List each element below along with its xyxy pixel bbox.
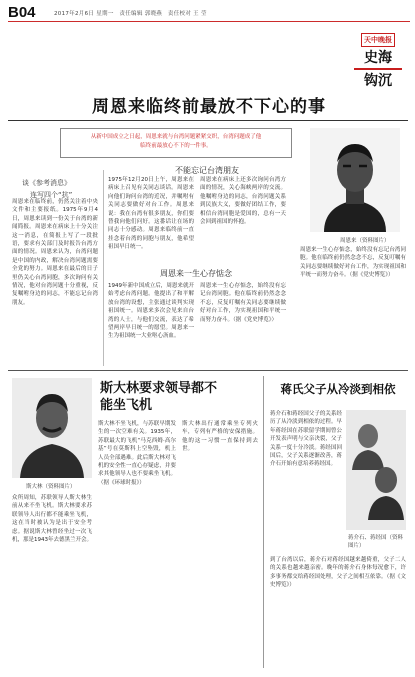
page-header [8, 6, 410, 22]
article-text-col3: 周恩来在病床上还多次询问台湾方面的情况，关心海峡两岸的交流。他嘱咐身边的同志，台湾问题关系到民族大义，要做好团结工作，要相信台湾同胞是爱国的，总有一天会回到祖国的怀抱。 [200, 177, 286, 226]
zhou-enlai-photo [310, 128, 400, 232]
chiang-text-col2: 到了台湾以后，蒋介石对蒋经国越来越倚重，父子二人的关系也越来越亲密。晚年的蒋介石身体每况愈下，许多事务都交给蒋经国处理，父子之间相互依靠。（据《文史博览》） [270, 557, 406, 589]
lead-line-2: 临终前最放心不下的一件事。 [140, 143, 212, 149]
article-text-col6: 周恩来一生心存惦念，始终没有忘记台湾同胞。他在临终前仍然念念不忘，反复叮嘱有关同志要继续做好对台工作，为实现祖国和平统一而努力奋斗。（据《党史博览》） [300, 247, 406, 279]
section-title-taiwan-friends: 不能忘记台湾朋友 [175, 166, 239, 175]
photo-caption-stalin: 斯大林（资料图片） [26, 484, 76, 490]
section-divider [8, 370, 408, 371]
page-number: B04 [8, 4, 36, 21]
paper-logo: 天中晚报 [361, 33, 395, 47]
article-text-col4: 1949年新中国成立后，周恩来就开始考虑台湾问题。他提出了和平解放台湾的设想，主张通过谈判实现祖国统一。周恩来多次会见来自台湾的人士，与他们交流，表达了希望两岸早日统一的愿望。周恩来一生为祖国统一大业呕心沥血。 [108, 283, 194, 340]
article-text-col5: 周恩来一生心存惦念，始终没有忘记台湾同胞。他在临终前仍然念念不忘，反复叮嘱有关同志要继续做好对台工作，为实现祖国和平统一而努力奋斗。（据《党史博览》） [200, 283, 286, 323]
article-text-col1: 周恩来在临终前，仍然关注着中央文件和主要报纸。1975年9月4日，周恩来读到一份关于台湾的新闻简报。周恩来在病床上十分关注这一消息，在简报上写了一段批语，要求有关部门及时报告台湾方面的情况。周恩来认为，台湾问题是中国的内政，解决台湾问题需要全党的努力。周恩来在最后的日子里仍关心台湾同胞，多次询问有关情况，他对台湾问题十分重视，反复嘱咐身边的同志，不能忘记台湾朋友。 [12, 199, 98, 306]
chiang-photo [346, 410, 406, 530]
stalin-text-col1: 众所周知，苏联领导人斯大林生前从来不坐飞机。斯大林要求苏联领导人出行都不能乘坐飞机，这在当时被认为是出于安全考虑。据说斯大林曾经坐过一次飞机，那是1943年去德黑兰开会。 [12, 495, 92, 544]
header-meta: 2017年2月6日 星期一 责任编辑 郭晓燕 责任校对 王 莹 [54, 11, 207, 17]
photo-caption-zhou: 周恩来（资料图片） [340, 238, 390, 244]
photo-caption-chiang: 蒋介石、蒋经国（资料图片） [348, 535, 404, 549]
stalin-text-col3: 斯大林出行通常乘坐专列火车，专列有严格的安保措施。他的这一习惯一直保持到去世。 [182, 421, 258, 453]
logo-divider [354, 68, 402, 70]
stalin-photo [12, 378, 92, 478]
sub-heading-label: 谈《参考消息》 [22, 179, 71, 187]
column-divider [103, 170, 104, 366]
column-name-line2: 钩沉 [364, 73, 392, 89]
lead-line-1: 从新中国成立之日起，周恩来就与台湾问题紧紧交织，台湾问题成了他 [90, 134, 262, 140]
headline-rule [8, 120, 408, 121]
main-headline: 周恩来临终前最放不下心的事 [92, 97, 326, 117]
section-title-lifelong-concern: 周恩来一生心存惦念 [160, 269, 232, 278]
section-title-stalin: 斯大林要求领导都不能坐飞机 [100, 381, 218, 413]
chiang-text-col1: 蒋介石和蒋经国父子的关系经历了从冷淡到相依的过程。早年蒋经国在苏联留学期间曾公开发表声明与父亲决裂，父子关系一度十分冷淡。蒋经国回国后，父子关系逐渐改善，蒋介石开始有意培养蒋经国。 [270, 411, 342, 468]
article-text-col2: 1975年12月20日上午，周恩来在病床上召见有关同志谈话。周恩来向他们询问台湾的近况，并嘱咐有关同志要做好对台工作。周恩来说：我在台湾有很多朋友，你们要替我向他们问好。这番话让在场的同志十分感动。周恩来临终前一直挂念着台湾的同胞与朋友，他希望祖国早日统一。 [108, 177, 194, 251]
column-logo [348, 27, 408, 90]
sub-heading [22, 178, 72, 200]
sub-heading-text: 连写四个“抗” [30, 191, 73, 199]
column-name-line1: 史海 [364, 50, 392, 66]
section-title-chiang: 蒋氏父子从冷淡到相依 [280, 382, 396, 396]
section-vertical-divider [263, 376, 264, 668]
stalin-text-col2: 斯大林不坐飞机，与苏联早期发生的一次空难有关。1935年，苏联最大的飞机“马克西姆·高尔基”号在莫斯科上空坠毁，机上人员全部遇难。此后斯大林对飞机的安全性一直心存疑虑，并要求其他领导人也不要乘坐飞机。（据《环球时报》） [98, 421, 176, 486]
lead-box [60, 128, 292, 158]
